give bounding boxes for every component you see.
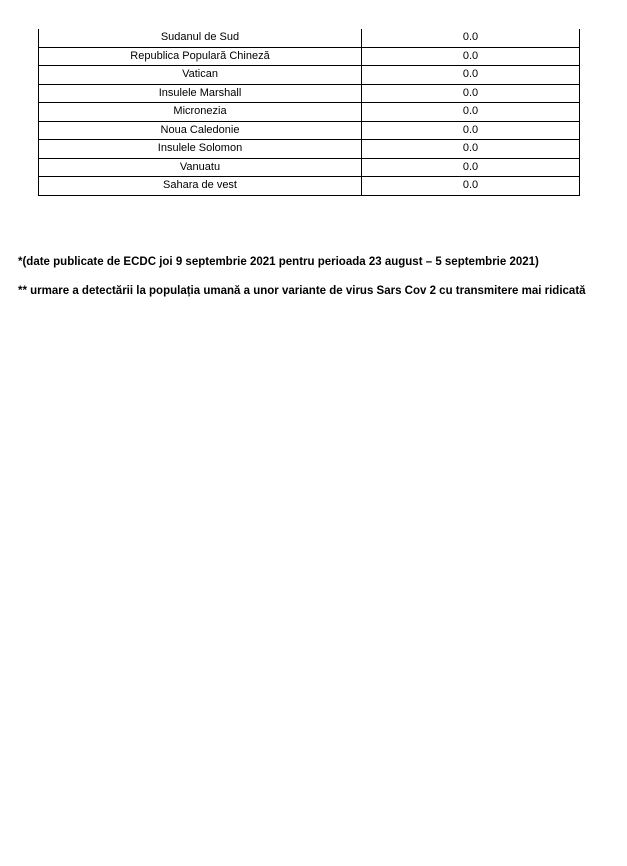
value-cell: 0.0 [362, 47, 580, 66]
table-row [39, 103, 580, 122]
country-cell: Noua Caledonie [39, 121, 362, 140]
value-cell: 0.0 [362, 29, 580, 47]
value-cell: 0.0 [362, 177, 580, 196]
country-cell: Vanuatu [39, 158, 362, 177]
table-row [39, 84, 580, 103]
country-cell: Micronezia [39, 103, 362, 122]
country-incidence-table [38, 29, 580, 196]
country-cell: Sudanul de Sud [39, 29, 362, 47]
country-cell: Vatican [39, 66, 362, 85]
table-row [39, 29, 580, 47]
table-row [39, 66, 580, 85]
country-cell: Sahara de vest [39, 177, 362, 196]
value-cell: 0.0 [362, 84, 580, 103]
footnote-variants: ** urmare a detectării la populația umană a unor variante de virus Sars Cov 2 cu transmitere mai ridicată [18, 285, 586, 297]
table-row [39, 177, 580, 196]
country-cell: Insulele Solomon [39, 140, 362, 159]
value-cell: 0.0 [362, 121, 580, 140]
table-row [39, 158, 580, 177]
footnote-source: *(date publicate de ECDC joi 9 septembrie 2021 pentru perioada 23 august – 5 septembrie 2021) [18, 256, 539, 268]
value-cell: 0.0 [362, 158, 580, 177]
value-cell: 0.0 [362, 103, 580, 122]
value-cell: 0.0 [362, 66, 580, 85]
value-cell: 0.0 [362, 140, 580, 159]
country-cell: Insulele Marshall [39, 84, 362, 103]
table-row [39, 47, 580, 66]
country-cell: Republica Populară Chineză [39, 47, 362, 66]
table-row [39, 121, 580, 140]
table-row [39, 140, 580, 159]
table-body [39, 29, 580, 195]
